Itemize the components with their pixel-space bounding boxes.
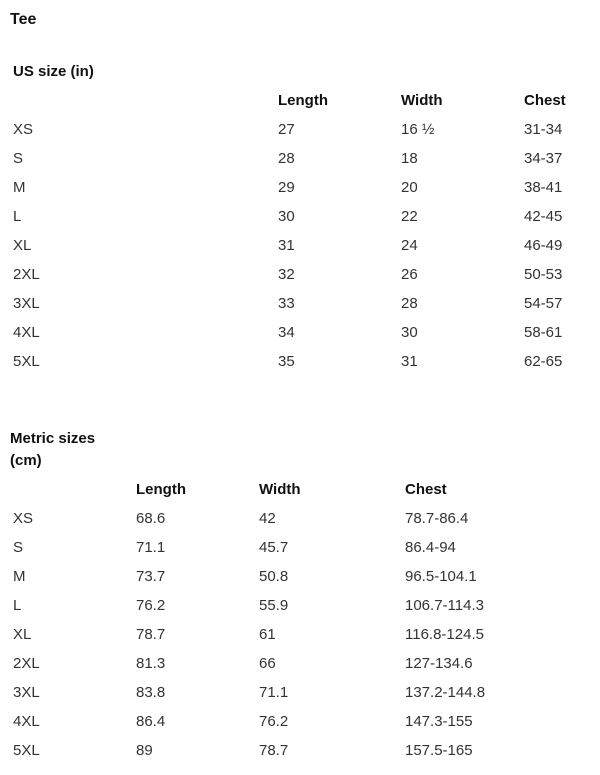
cell-length: 89 [136, 742, 153, 759]
column-header-width: Width [401, 92, 443, 109]
cell-chest: 46-49 [524, 237, 563, 254]
cell-width: 50.8 [259, 568, 289, 585]
table-row [13, 231, 594, 260]
cell-size: 2XL [13, 266, 40, 283]
cell-size: S [13, 150, 24, 167]
cell-length: 83.8 [136, 684, 166, 701]
cell-width: 30 [401, 324, 418, 341]
cell-size: 4XL [13, 713, 40, 730]
us-size-table [13, 86, 594, 376]
table-row [13, 562, 505, 591]
cell-chest: 58-61 [524, 324, 563, 341]
column-header-width: Width [259, 481, 301, 498]
cell-chest: 78.7-86.4 [405, 510, 469, 527]
us-size-section-title: US size (in) [13, 63, 94, 80]
cell-width: 66 [259, 655, 276, 672]
cell-size: 2XL [13, 655, 40, 672]
cell-length: 31 [278, 237, 295, 254]
cell-size: L [13, 597, 22, 614]
cell-size: 3XL [13, 295, 40, 312]
table-header-row [13, 475, 505, 504]
cell-width: 55.9 [259, 597, 289, 614]
cell-width: 24 [401, 237, 418, 254]
cell-size: S [13, 539, 24, 556]
table-row [13, 144, 594, 173]
cell-length: 76.2 [136, 597, 166, 614]
cell-chest: 147.3-155 [405, 713, 473, 730]
cell-size: 5XL [13, 742, 40, 759]
column-header-size [13, 475, 136, 504]
cell-length: 28 [278, 150, 295, 167]
cell-width: 61 [259, 626, 276, 643]
cell-size: L [13, 208, 22, 225]
cell-length: 73.7 [136, 568, 166, 585]
cell-size: 3XL [13, 684, 40, 701]
cell-chest: 157.5-165 [405, 742, 473, 759]
cell-length: 29 [278, 179, 295, 196]
cell-size: M [13, 179, 26, 196]
table-row [13, 736, 505, 765]
cell-size: XS [13, 121, 34, 138]
cell-length: 71.1 [136, 539, 166, 556]
cell-chest: 42-45 [524, 208, 563, 225]
cell-chest: 137.2-144.8 [405, 684, 486, 701]
cell-size: XL [13, 237, 32, 254]
column-header-length: Length [278, 92, 328, 109]
cell-length: 86.4 [136, 713, 166, 730]
column-header-chest: Chest [405, 481, 447, 498]
table-row [13, 707, 505, 736]
table-row [13, 202, 594, 231]
cell-size: M [13, 568, 26, 585]
cell-chest: 50-53 [524, 266, 563, 283]
cell-length: 68.6 [136, 510, 166, 527]
cell-length: 32 [278, 266, 295, 283]
cell-length: 30 [278, 208, 295, 225]
table-row [13, 115, 594, 144]
cell-chest: 34-37 [524, 150, 563, 167]
cell-width: 28 [401, 295, 418, 312]
cell-width: 16 ½ [401, 121, 435, 138]
table-row [13, 347, 594, 376]
cell-chest: 31-34 [524, 121, 563, 138]
cell-width: 78.7 [259, 742, 289, 759]
cell-length: 78.7 [136, 626, 166, 643]
column-header-chest: Chest [524, 92, 566, 109]
cell-width: 26 [401, 266, 418, 283]
cell-width: 31 [401, 353, 418, 370]
cell-size: 4XL [13, 324, 40, 341]
page-title: Tee [10, 11, 37, 28]
cell-width: 22 [401, 208, 418, 225]
table-header-row [13, 86, 594, 115]
cell-size: XL [13, 626, 32, 643]
cell-size: XS [13, 510, 34, 527]
cell-chest: 96.5-104.1 [405, 568, 477, 585]
cell-chest: 86.4-94 [405, 539, 456, 556]
table-row [13, 533, 505, 562]
table-row [13, 289, 594, 318]
column-header-length: Length [136, 481, 186, 498]
table-row [13, 649, 505, 678]
table-row [13, 173, 594, 202]
metric-size-table [13, 475, 505, 765]
cell-length: 33 [278, 295, 295, 312]
cell-length: 27 [278, 121, 295, 138]
table-row [13, 260, 594, 289]
cell-length: 81.3 [136, 655, 166, 672]
cell-width: 42 [259, 510, 276, 527]
cell-chest: 127-134.6 [405, 655, 473, 672]
cell-size: 5XL [13, 353, 40, 370]
cell-length: 35 [278, 353, 295, 370]
table-row [13, 620, 505, 649]
cell-chest: 106.7-114.3 [405, 597, 484, 614]
table-row [13, 678, 505, 707]
cell-width: 20 [401, 179, 418, 196]
table-row [13, 591, 505, 620]
table-row [13, 504, 505, 533]
cell-chest: 54-57 [524, 295, 563, 312]
cell-width: 71.1 [259, 684, 289, 701]
cell-chest: 38-41 [524, 179, 563, 196]
column-header-size [13, 86, 278, 115]
cell-length: 34 [278, 324, 295, 341]
cell-width: 18 [401, 150, 418, 167]
cell-width: 45.7 [259, 539, 289, 556]
cell-width: 76.2 [259, 713, 289, 730]
cell-chest: 62-65 [524, 353, 563, 370]
metric-size-section-title: Metric sizes (cm) [10, 430, 96, 469]
cell-chest: 116.8-124.5 [405, 626, 484, 643]
table-row [13, 318, 594, 347]
